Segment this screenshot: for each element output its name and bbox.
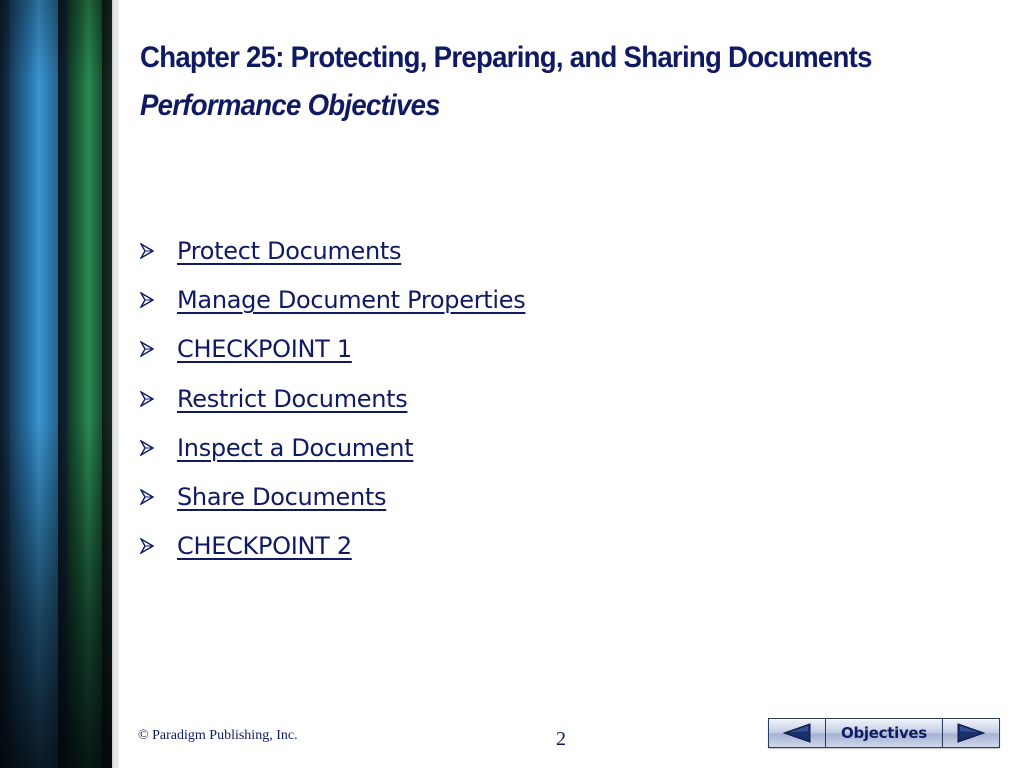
previous-slide-button[interactable]: [768, 718, 826, 748]
arrow-bullet-icon: [140, 292, 177, 308]
objective-link[interactable]: CHECKPOINT 1: [177, 335, 352, 364]
objective-link[interactable]: Restrict Documents: [177, 384, 408, 413]
decorative-bar-fade: [0, 420, 112, 768]
arrow-bullet-icon: [140, 440, 177, 456]
objective-link[interactable]: Manage Document Properties: [177, 285, 526, 314]
triangle-left-icon: [780, 722, 814, 744]
objective-link[interactable]: Share Documents: [177, 483, 387, 512]
arrow-bullet-icon: [140, 243, 177, 259]
arrow-bullet-icon: [140, 489, 177, 505]
objectives-list: [140, 226, 525, 571]
objective-item: [140, 275, 525, 324]
decorative-bar-shadow: [116, 0, 120, 768]
page-number: 2: [556, 728, 566, 750]
chapter-title: Chapter 25: Protecting, Preparing, and Sharing Documents: [140, 41, 872, 74]
objective-item: [140, 226, 525, 275]
arrow-bullet-icon: [140, 341, 177, 357]
copyright-text: © Paradigm Publishing, Inc.: [138, 728, 298, 743]
objective-item: [140, 472, 525, 521]
arrow-bullet-icon: [140, 538, 177, 554]
objective-item: [140, 423, 525, 472]
decorative-bar-fade-top: [0, 0, 112, 80]
triangle-right-icon: [954, 722, 988, 744]
objective-link[interactable]: Protect Documents: [177, 236, 402, 265]
objective-item: [140, 374, 525, 423]
objective-link[interactable]: Inspect a Document: [177, 433, 414, 462]
objective-link[interactable]: CHECKPOINT 2: [177, 532, 352, 561]
slide-navigation: [768, 718, 1001, 748]
slide-title: [140, 34, 931, 130]
objective-item: [140, 325, 525, 374]
objective-item: [140, 522, 525, 571]
arrow-bullet-icon: [140, 391, 177, 407]
slide-subtitle: Performance Objectives: [140, 89, 440, 122]
next-slide-button[interactable]: [942, 718, 1000, 748]
objectives-button-label: Objectives: [841, 724, 927, 742]
objectives-button[interactable]: [826, 718, 942, 748]
